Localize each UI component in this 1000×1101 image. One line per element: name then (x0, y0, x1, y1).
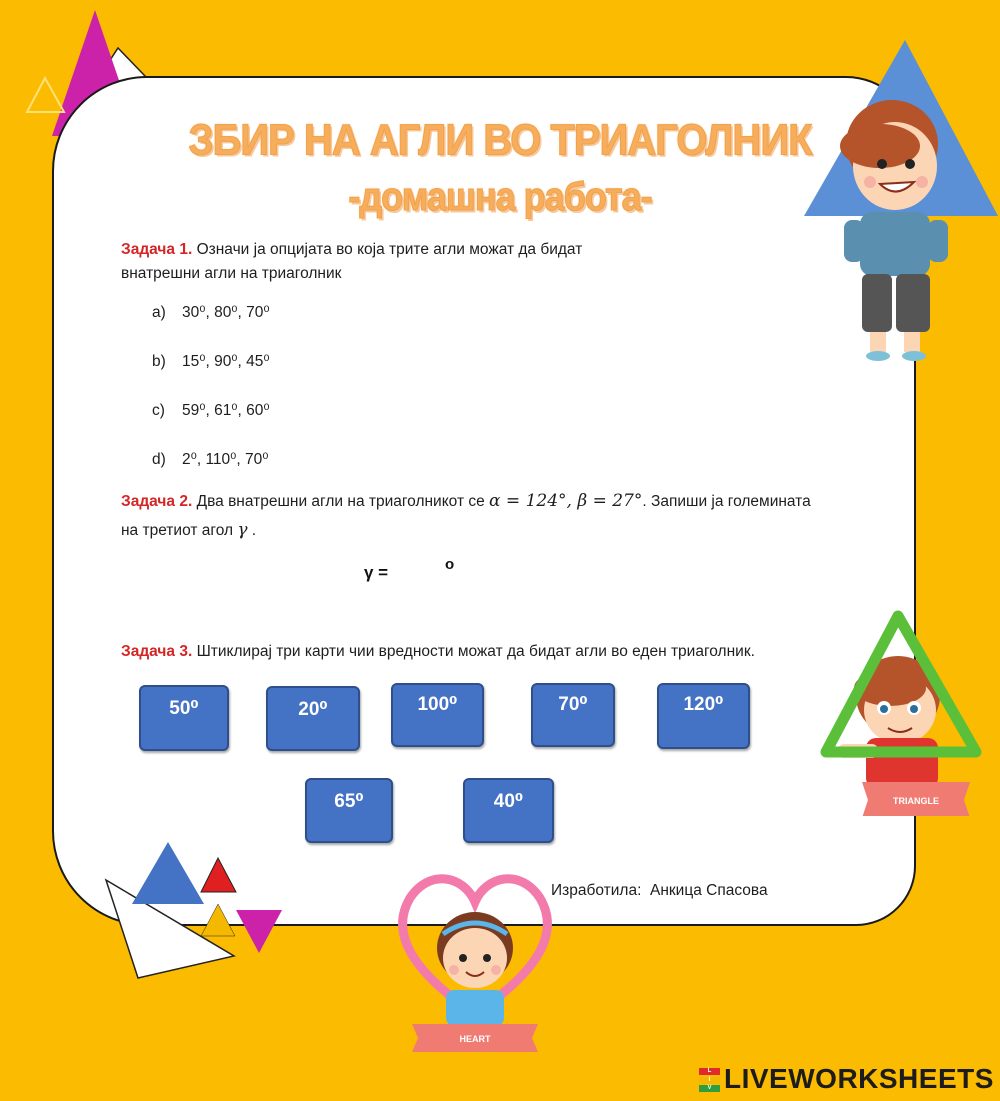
option-letter: d) (152, 451, 166, 468)
task1-text-line2: внатрешни агли на триаголник (121, 265, 342, 282)
angle-card-70[interactable]: 70⁰ (531, 683, 615, 747)
angle-card-20[interactable]: 20⁰ (266, 686, 360, 751)
task2-text-line2: на третиот агол (121, 522, 234, 539)
task2-label: Задача 2. (121, 493, 193, 510)
girl-with-heart-illustration (390, 862, 560, 1057)
task3-prompt (121, 640, 841, 664)
option-value: 59⁰, 61⁰, 60⁰ (182, 402, 270, 419)
task3-text: Штиклирај три карти чии вредности можат да бидат агли во еден триаголник. (196, 643, 755, 660)
task2-prompt (121, 489, 881, 514)
task1-option-a[interactable] (152, 303, 270, 322)
angle-card-65[interactable]: 65⁰ (305, 778, 393, 843)
option-value: 2⁰, 110⁰, 70⁰ (182, 451, 269, 468)
option-letter: b) (152, 353, 166, 370)
liveworksheets-logo-icon (699, 1068, 720, 1092)
yellow-outline-triangle-icon (27, 78, 64, 112)
angle-card-40[interactable]: 40⁰ (463, 778, 554, 843)
triangle-banner-text: TRIANGLE (893, 796, 939, 806)
option-value: 30⁰, 80⁰, 70⁰ (182, 304, 270, 321)
task1-option-b[interactable] (152, 352, 270, 371)
boy-with-green-triangle-illustration (818, 606, 1000, 816)
angle-card-50[interactable]: 50⁰ (139, 685, 229, 751)
author-credit: Изработила: Анкица Спасова (551, 882, 768, 899)
task1-label: Задача 1. (121, 241, 193, 258)
degree-sign: o (445, 556, 455, 573)
page-title: ЗБИР НА АГЛИ ВО ТРИАГОЛНИК (188, 115, 812, 165)
heart-banner-text: HEART (459, 1034, 491, 1044)
task1-option-c[interactable] (152, 401, 270, 420)
task1-prompt (121, 238, 741, 286)
yellow-triangle-icon (201, 904, 235, 936)
decor-triangles-bottom-left (100, 838, 290, 988)
gamma-answer-input[interactable] (398, 558, 444, 584)
option-letter: a) (152, 304, 166, 321)
task2-text-after: . Запиши ја големината (642, 493, 811, 510)
gamma-symbol: γ (237, 520, 248, 540)
logo-letter: L (699, 1068, 720, 1075)
logo-letter: V (699, 1085, 720, 1092)
magenta-down-triangle-icon (236, 910, 282, 953)
logo-letter: I (699, 1077, 720, 1084)
task2-text-before: Два внатрешни агли на триаголникот се (196, 493, 485, 510)
task2-prompt-line2: на третиот агол γ . (121, 520, 257, 540)
angle-card-100[interactable]: 100⁰ (391, 683, 484, 747)
blue-triangle-icon (132, 842, 204, 904)
option-value: 15⁰, 90⁰, 45⁰ (182, 353, 270, 370)
task3-label: Задача 3. (121, 643, 193, 660)
gamma-prompt: γ = (364, 563, 389, 582)
red-triangle-icon (201, 858, 236, 892)
brand-name[interactable]: LIVEWORKSHEETS (724, 1063, 994, 1094)
page-subtitle: -домашна работа- (348, 173, 652, 219)
task1-text-line1: Означи ја опцијата во која трите агли можат да бидат (196, 241, 583, 258)
option-letter: c) (152, 402, 165, 419)
task2-formula: α = 124°, β = 27° (489, 491, 643, 511)
angle-card-120[interactable]: 120⁰ (657, 683, 750, 749)
boy-with-triangle-illustration (800, 36, 1000, 366)
task1-option-d[interactable] (152, 450, 268, 469)
